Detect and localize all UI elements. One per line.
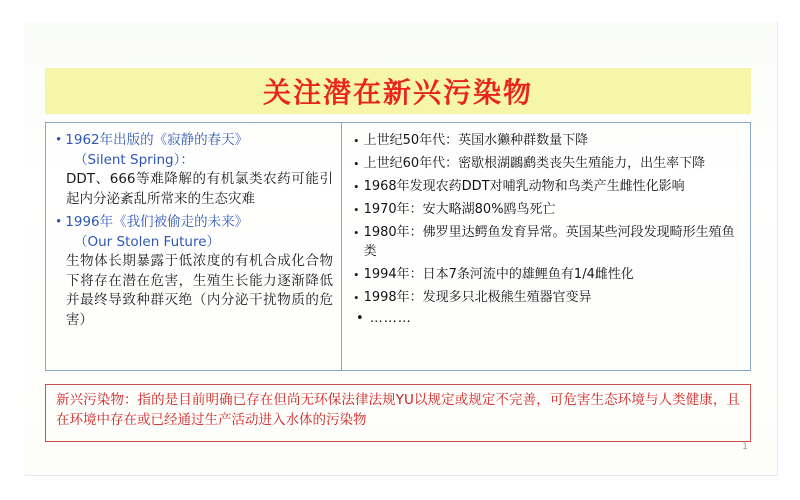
bullet-dot-icon: • xyxy=(354,156,359,171)
list-item xyxy=(56,213,333,232)
timeline-event-2: 上世纪60年代：密歇根湖鸊䴘类丧失生殖能力，出生率下降 xyxy=(363,156,706,171)
bullet-dot-icon: • xyxy=(56,132,62,148)
book-title-1: 1962年出版的《寂静的春天》 xyxy=(65,132,249,148)
list-item xyxy=(354,200,744,219)
timeline-event-1: 上世纪50年代：英国水獭种群数量下降 xyxy=(363,133,589,148)
bullet-dot-icon: • xyxy=(354,225,359,240)
book-title-2: 1996年《我们被偷走的未来》 xyxy=(65,214,249,230)
book-body-1: DDT、666等难降解的有机氯类农药可能引起内分泌紊乱所常来的生态灾难 xyxy=(66,171,333,207)
timeline-event-6: 1994年：日本7条河流中的雄鲤鱼有1/4雌性化 xyxy=(363,267,634,282)
list-item xyxy=(354,265,744,284)
list-item xyxy=(354,177,744,196)
definition-box xyxy=(45,384,751,442)
right-column xyxy=(342,123,750,370)
timeline-event-3: 1968年发现农药DDT对哺乳动物和鸟类产生雌性化影响 xyxy=(363,179,685,194)
left-column xyxy=(46,123,342,370)
bullet-dot-icon: • xyxy=(354,290,359,305)
bullet-dot-icon: • xyxy=(56,214,62,230)
book-body-2: 生物体长期暴露于低浓度的有机合成化合物下将存在潜在危害，生殖生长能力逐渐降低并最终导致种群灭绝（内分泌干扰物质的危害） xyxy=(66,253,333,328)
bullet-dot-icon: • xyxy=(354,179,359,194)
page-number: 1 xyxy=(742,442,748,452)
book-subtitle-1: （Silent Spring）： xyxy=(74,152,194,168)
book-subtitle-2: （Our Stolen Future） xyxy=(74,234,221,250)
timeline-event-5: 1980年：佛罗里达鳄鱼发育异常。英国某些河段发现畸形生殖鱼类 xyxy=(363,225,735,259)
list-item xyxy=(354,288,744,307)
list-item xyxy=(354,223,744,261)
list-item xyxy=(354,154,744,173)
bullet-dot-icon: • xyxy=(354,267,359,282)
list-item xyxy=(56,131,333,150)
definition-text: 新兴污染物：指的是目前明确已存在但尚无环保法律法规YU以规定或规定不完善，可危害生态环境与人类健康，且在环境中存在或已经通过生产活动进入水体的污染物 xyxy=(56,392,740,428)
list-item xyxy=(354,131,744,150)
slide-title-banner xyxy=(45,68,751,114)
page-title: 关注潜在新兴污染物 xyxy=(262,76,533,109)
timeline-more: • ……… xyxy=(356,311,412,326)
bullet-dot-icon: • xyxy=(354,133,359,148)
timeline-event-4: 1970年：安大略湖80%鸥鸟死亡 xyxy=(363,202,556,217)
bullet-dot-icon: • xyxy=(354,202,359,217)
timeline-event-7: 1998年：发现多只北极熊生殖器官变异 xyxy=(363,290,592,305)
content-box xyxy=(45,122,751,371)
